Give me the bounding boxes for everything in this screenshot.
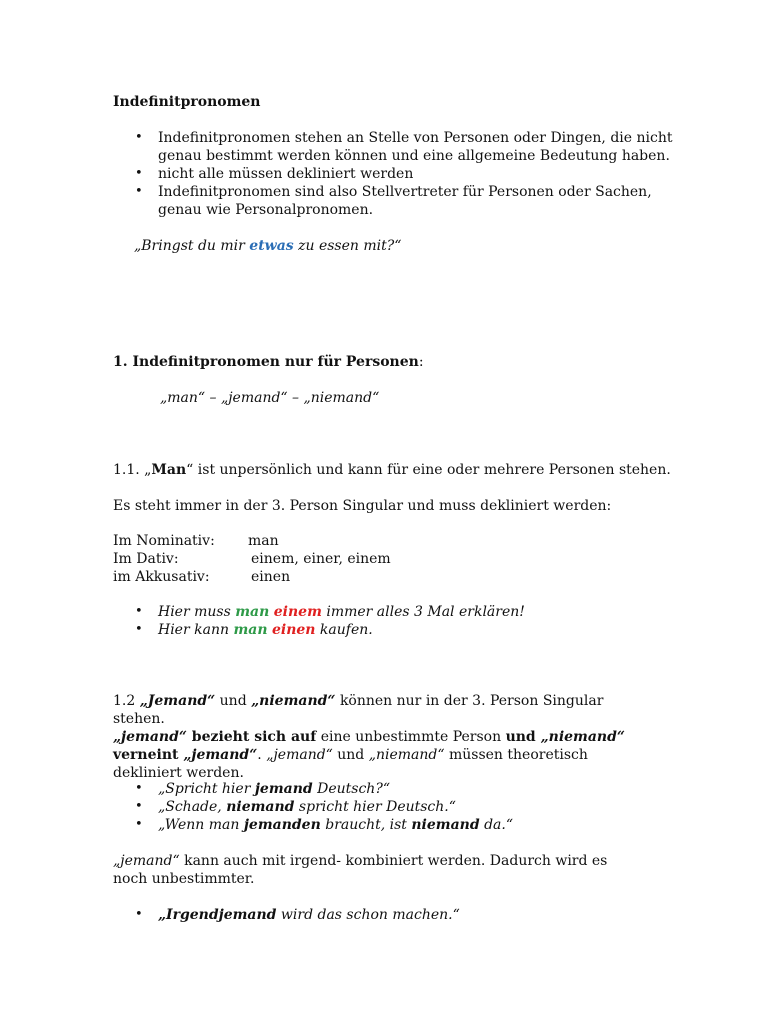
text: und bbox=[332, 747, 369, 763]
highlight-pronoun: niemand bbox=[226, 799, 295, 815]
text: können nur in der 3. Person Singular stehen. bbox=[113, 693, 604, 727]
highlight-case: einen bbox=[271, 622, 316, 638]
irgend-paragraph bbox=[113, 852, 623, 888]
section-1-colon: : bbox=[418, 354, 424, 370]
text: 1.2 bbox=[113, 693, 140, 709]
page-title: Indefinitpronomen bbox=[113, 94, 261, 110]
text: bezieht sich auf bbox=[186, 729, 317, 745]
list-item bbox=[113, 603, 653, 621]
text: und bbox=[505, 729, 536, 745]
list-item bbox=[113, 798, 653, 816]
case-label: im Akkusativ: bbox=[113, 569, 210, 585]
text: kaufen. bbox=[315, 622, 373, 638]
text: da.“ bbox=[479, 817, 514, 833]
term-niemand: „niemand“ bbox=[535, 729, 625, 745]
case-value: einem, einer, einem bbox=[251, 551, 391, 567]
list-item bbox=[113, 906, 653, 924]
highlight-pronoun: niemand bbox=[411, 817, 480, 833]
text: kann auch mit irgend- kombiniert werden. Dadurch wird es noch unbestimmter. bbox=[113, 853, 608, 887]
irgend-example-list bbox=[113, 906, 653, 924]
section-1-1-intro bbox=[113, 461, 673, 479]
text: . bbox=[257, 747, 267, 763]
term-jemand: „jemand“ bbox=[113, 853, 180, 869]
text: braucht, ist bbox=[320, 817, 412, 833]
text: Hier muss bbox=[158, 604, 236, 620]
term-jemand: „jemand“ bbox=[266, 747, 333, 763]
text: immer alles 3 Mal erklären! bbox=[321, 604, 525, 620]
list-item: • Indefinitpronomen sind also Stellvertreter für Personen oder Sachen, genau wie Personalpronomen. bbox=[113, 183, 673, 219]
case-row bbox=[113, 550, 653, 568]
list-item: • Indefinitpronomen stehen an Stelle von Personen oder Dingen, die nicht genau bestimmt werden können und eine allgemeine Bedeutung haben. bbox=[113, 129, 673, 165]
term-man: Man bbox=[151, 462, 187, 478]
example-highlight: etwas bbox=[249, 238, 294, 254]
text: spricht hier Deutsch.“ bbox=[294, 799, 456, 815]
text: „Wenn man bbox=[158, 817, 244, 833]
case-label: Im Dativ: bbox=[113, 551, 179, 567]
example-text: zu essen mit?“ bbox=[293, 238, 402, 254]
highlight-man: man bbox=[233, 622, 268, 638]
term-niemand: „niemand“ bbox=[251, 693, 336, 709]
case-label: Im Nominativ: bbox=[113, 533, 215, 549]
list-item: • nicht alle müssen dekliniert werden bbox=[113, 165, 673, 183]
term-jemand: „jemand“ bbox=[178, 747, 258, 763]
section-1-1-rule: Es steht immer in der 3. Person Singular und muss dekliniert werden: bbox=[113, 498, 612, 514]
term-jemand: „Jemand“ bbox=[139, 693, 216, 709]
highlight-man: man bbox=[235, 604, 270, 620]
section-1-title: 1. Indefinitpronomen nur für Personen bbox=[113, 354, 419, 370]
text: eine unbestimmte Person bbox=[316, 729, 506, 745]
text: und bbox=[215, 693, 252, 709]
example-text: „Bringst du mir bbox=[134, 238, 250, 254]
case-value: man bbox=[248, 533, 279, 549]
term-jemand: „jemand“ bbox=[113, 729, 187, 745]
highlight-case: einem bbox=[273, 604, 322, 620]
list-item bbox=[113, 780, 653, 798]
text: Deutsch?“ bbox=[312, 781, 390, 797]
case-value: einen bbox=[251, 569, 291, 585]
jemand-example-list bbox=[113, 780, 653, 834]
intro-bullet-list bbox=[113, 129, 673, 219]
intro-example bbox=[134, 237, 674, 255]
list-item bbox=[113, 816, 653, 834]
section-1-2-paragraph bbox=[113, 692, 643, 782]
pronoun-list: „man“ – „jemand“ – „niemand“ bbox=[160, 390, 380, 406]
text: wird das schon machen.“ bbox=[276, 907, 460, 923]
case-row bbox=[113, 532, 653, 550]
man-example-list bbox=[113, 603, 653, 639]
highlight-pronoun: „Irgendjemand bbox=[158, 907, 277, 923]
text: verneint bbox=[113, 747, 179, 763]
section-1-heading bbox=[113, 353, 653, 371]
term-niemand: „niemand“ bbox=[368, 747, 445, 763]
list-item bbox=[113, 621, 653, 639]
text: “ ist unpersönlich und kann für eine oder mehrere Personen stehen. bbox=[186, 462, 671, 478]
text: müssen theoretisch dekliniert werden. bbox=[113, 747, 588, 781]
text: 1.1. „ bbox=[113, 462, 152, 478]
text: Hier kann bbox=[158, 622, 234, 638]
text: „Schade, bbox=[158, 799, 227, 815]
highlight-pronoun: jemanden bbox=[243, 817, 321, 833]
case-row bbox=[113, 568, 653, 586]
highlight-pronoun: jemand bbox=[254, 781, 313, 797]
text: „Spricht hier bbox=[158, 781, 255, 797]
case-table bbox=[113, 532, 653, 586]
